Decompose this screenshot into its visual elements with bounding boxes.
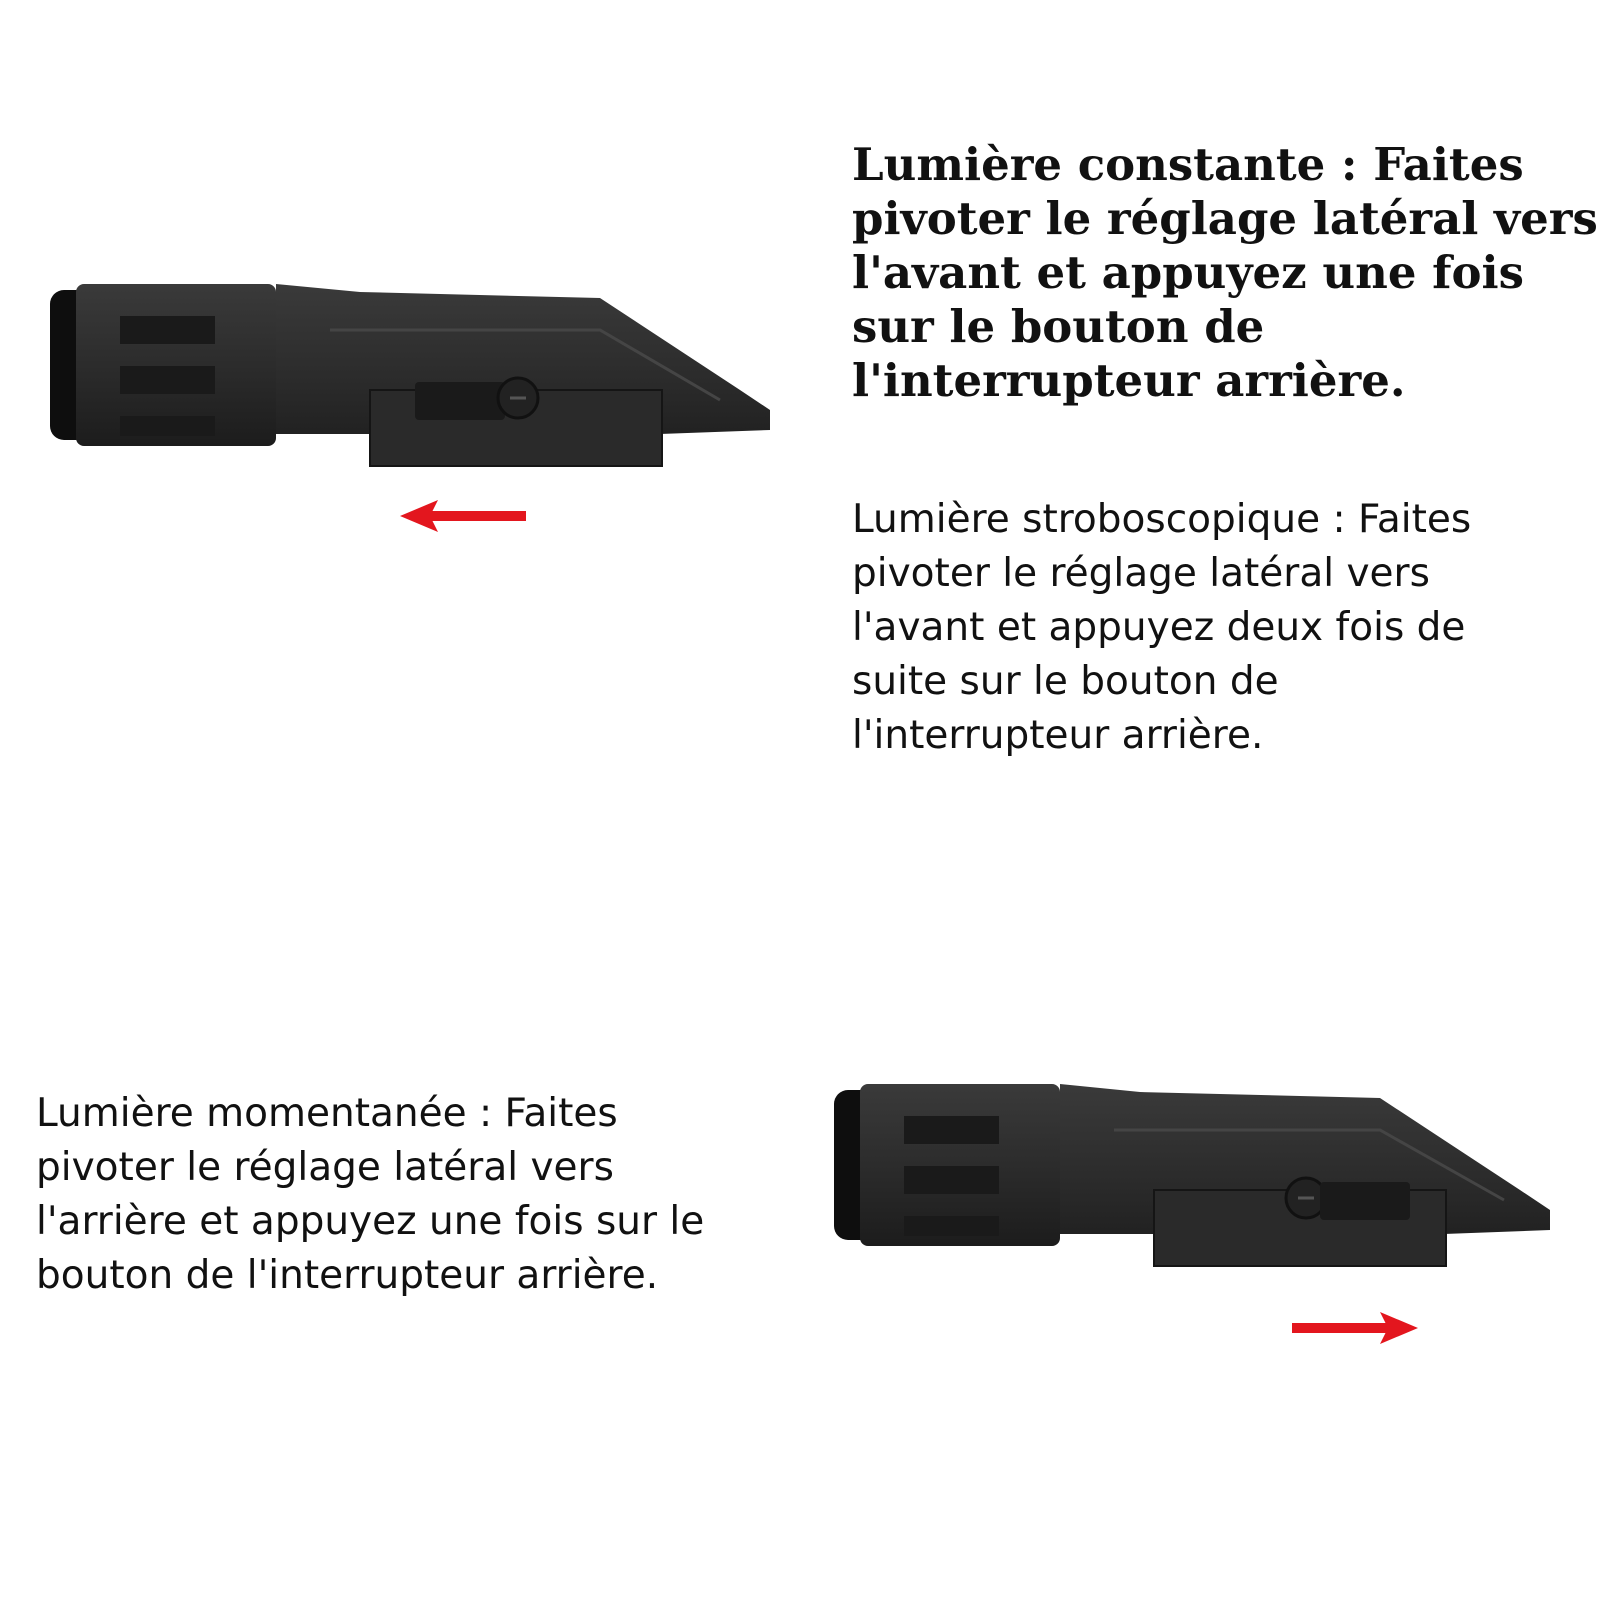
strobe-light-line: pivoter le réglage latéral vers	[852, 551, 1430, 596]
arrow-right-icon	[1290, 1310, 1418, 1346]
momentary-light-line: Lumière momentanée : Faites	[36, 1091, 618, 1136]
steady-light-line: Lumière constante : Faites	[852, 138, 1524, 191]
strobe-light-line: l'avant et appuyez deux fois de	[852, 605, 1466, 650]
flashlight-rear-switch-image	[820, 1070, 1580, 1290]
strobe-light-line: l'interrupteur arrière.	[852, 713, 1264, 758]
momentary-light-instructions	[36, 1087, 776, 1303]
steady-light-line: pivoter le réglage latéral vers	[852, 192, 1598, 245]
strobe-light-line: suite sur le bouton de	[852, 659, 1279, 704]
steady-light-line: l'avant et appuyez une fois	[852, 246, 1524, 299]
momentary-light-line: pivoter le réglage latéral vers	[36, 1145, 614, 1190]
steady-light-line: sur le bouton de	[852, 300, 1265, 353]
flashlight-front-switch-image	[40, 270, 800, 490]
steady-light-line: l'interrupteur arrière.	[852, 354, 1406, 407]
steady-light-instructions	[852, 138, 1598, 408]
momentary-light-line: l'arrière et appuyez une fois sur le	[36, 1199, 705, 1244]
momentary-light-line: bouton de l'interrupteur arrière.	[36, 1253, 659, 1298]
strobe-light-line: Lumière stroboscopique : Faites	[852, 497, 1472, 542]
strobe-light-instructions	[852, 493, 1592, 763]
arrow-left-icon	[400, 498, 528, 534]
